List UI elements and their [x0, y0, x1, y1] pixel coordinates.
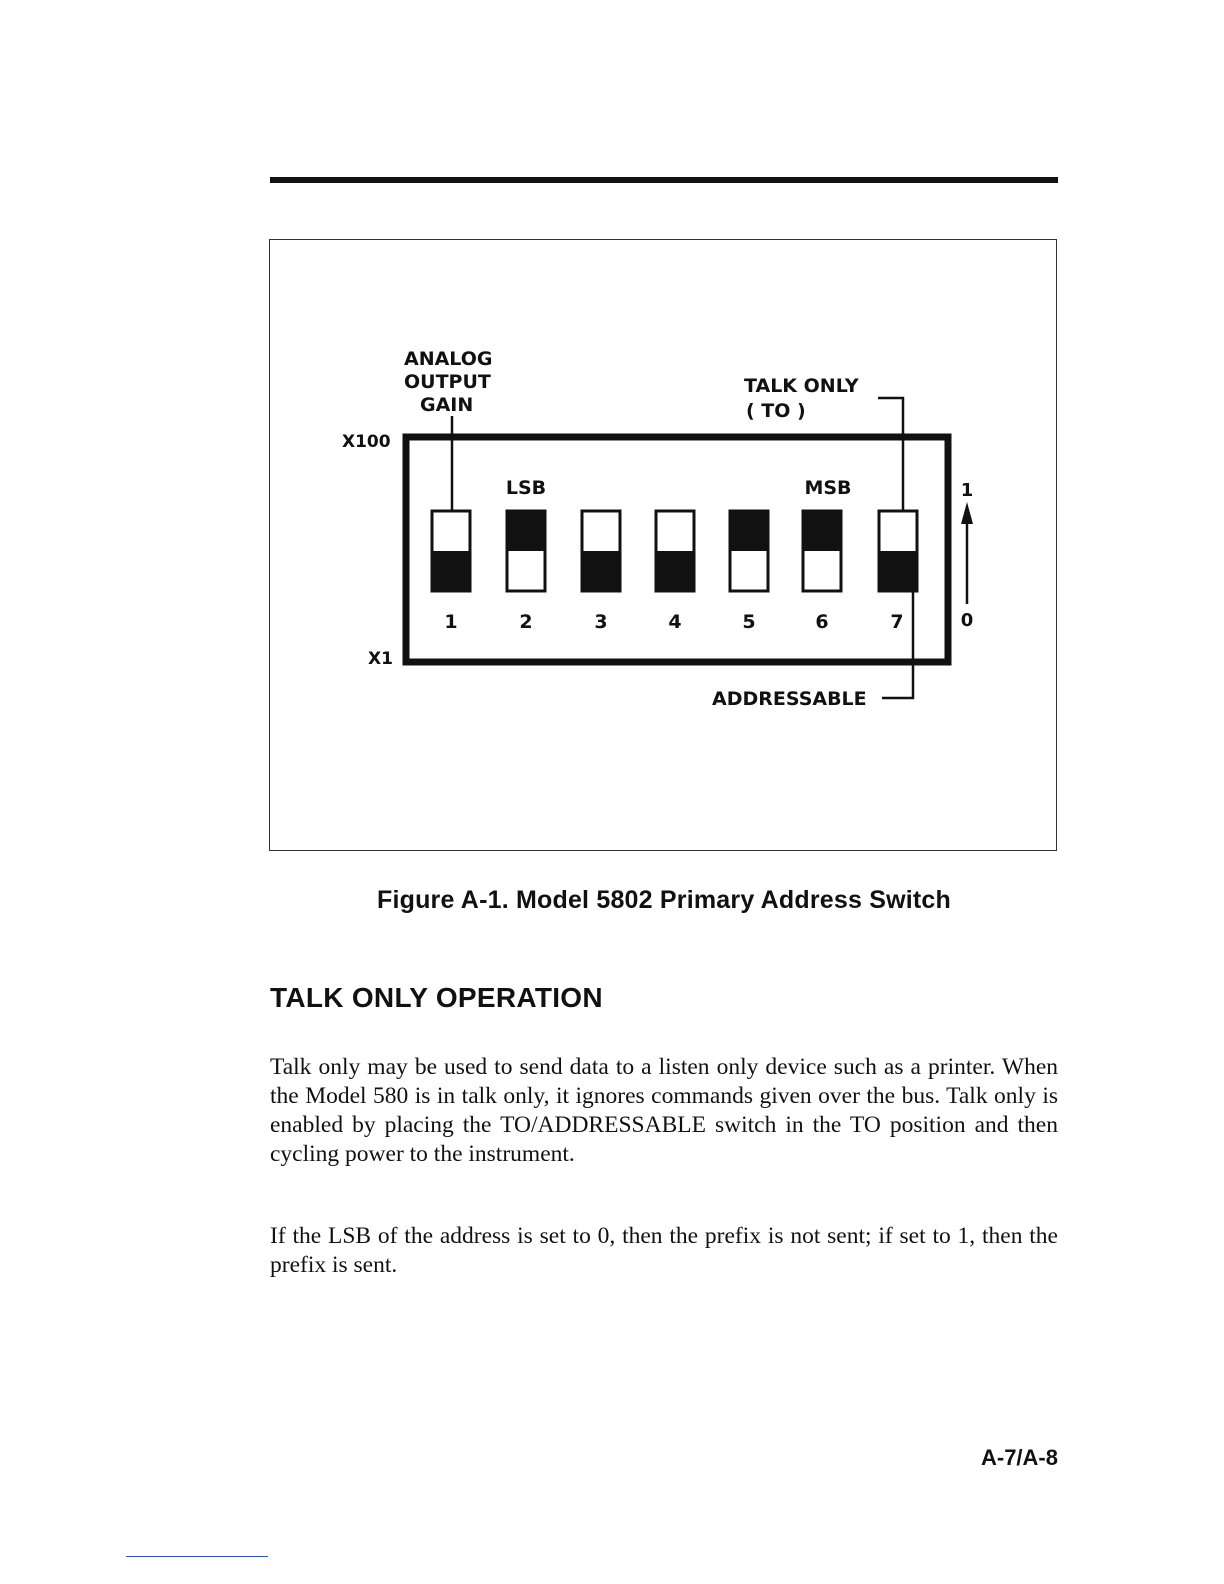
top-rule — [270, 177, 1058, 183]
output-label: OUTPUT — [404, 371, 491, 393]
switch-number-3: 3 — [594, 611, 608, 633]
switch-2-toggle — [507, 511, 545, 551]
address-switch-diagram — [270, 240, 1058, 852]
figure-frame — [269, 239, 1057, 851]
switch-number-7: 7 — [890, 611, 904, 633]
x100-label: X100 — [342, 432, 391, 452]
addressable-leader-line — [882, 590, 913, 698]
position-0-label: 0 — [960, 610, 974, 631]
to-label: ( TO ) — [746, 400, 806, 422]
switch-number-5: 5 — [742, 611, 756, 633]
addressable-label: ADDRESSABLE — [712, 688, 867, 710]
position-arrow-head — [961, 502, 973, 524]
switch-6-toggle — [803, 511, 841, 551]
switch-1-toggle — [432, 551, 470, 591]
switch-number-1: 1 — [444, 611, 458, 633]
msb-label: MSB — [804, 477, 852, 499]
talk-only-label: TALK ONLY — [744, 375, 859, 397]
paragraph-lsb-prefix: If the LSB of the address is set to 0, then the prefix is not sent; if set to 1, then the prefix is sent. — [270, 1223, 1058, 1278]
x1-label: X1 — [368, 649, 393, 669]
figure-caption: Figure A-1. Model 5802 Primary Address Switch — [377, 886, 951, 914]
bottom-rule — [126, 1556, 268, 1557]
switch-group — [432, 511, 917, 591]
talk-only-leader-line — [878, 398, 903, 512]
position-1-label: 1 — [960, 480, 974, 501]
lsb-label: LSB — [505, 477, 547, 499]
switch-3-toggle — [582, 551, 620, 591]
paragraph-talk-only: Talk only may be used to send data to a listen only device such as a printer. When the Model 580 is in talk only, it ignores commands given over the bus. Talk only is enabled by placing the TO/ADDRESSABLE switch in the TO position and then cycling power to the instrument. — [270, 1054, 1058, 1167]
switch-5-toggle — [730, 511, 768, 551]
switch-number-6: 6 — [815, 611, 829, 633]
analog-label: ANALOG — [404, 348, 493, 370]
switch-numbers — [444, 611, 903, 633]
switch-number-2: 2 — [519, 611, 533, 633]
section-heading: TALK ONLY OPERATION — [270, 982, 603, 1013]
switch-4-toggle — [656, 551, 694, 591]
switch-7-toggle — [879, 551, 917, 591]
gain-label: GAIN — [420, 394, 474, 416]
page-number: A-7/A-8 — [980, 1445, 1058, 1470]
switch-number-4: 4 — [668, 611, 682, 633]
